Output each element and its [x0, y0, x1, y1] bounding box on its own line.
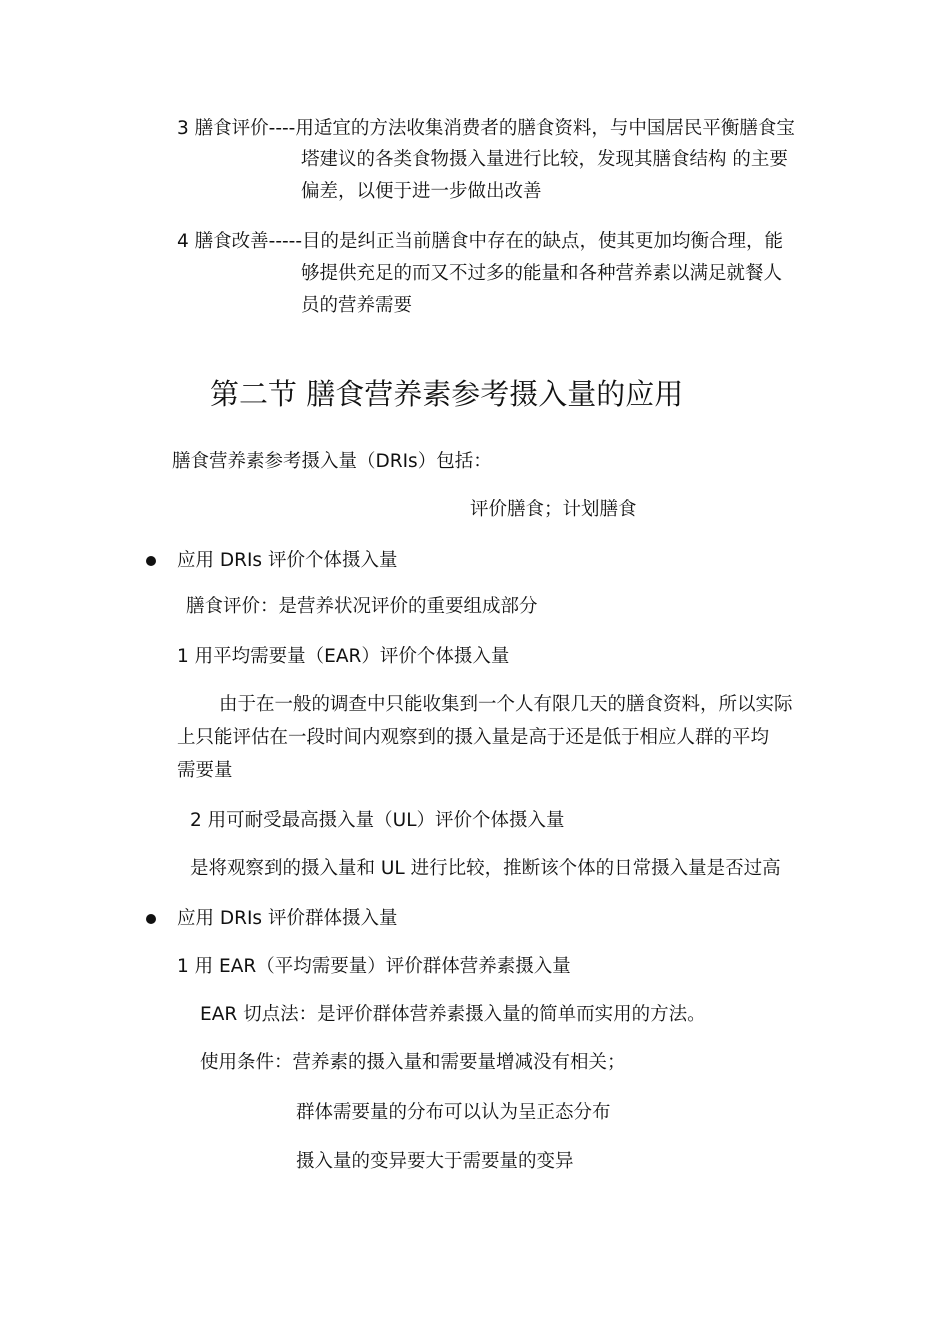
- ear-individual-text-1: 由于在一般的调查中只能收集到一个人有限几天的膳食资料，所以实际: [219, 694, 793, 715]
- bullet-icon: [146, 556, 156, 566]
- item-3-line-1: 3 膳食评价----用适宜的方法收集消费者的膳食资料，与中国居民平衡膳食宝: [177, 118, 795, 139]
- dris-intro: 膳食营养素参考摄入量（DRIs）包括：: [172, 451, 492, 472]
- ear-individual-text-2: 上只能评估在一段时间内观察到的摄入量是高于还是低于相应人群的平均: [177, 727, 770, 748]
- item-3-line-2: 塔建议的各类食物摄入量进行比较，发现其膳食结构 的主要: [301, 149, 788, 170]
- item-4-line-3: 员的营养需要: [301, 295, 413, 316]
- item-4-line-2: 够提供充足的而又不过多的能量和各种营养素以满足就餐人: [301, 263, 783, 284]
- ul-individual-heading: 2 用可耐受最高摄入量（UL）评价个体摄入量: [190, 810, 565, 831]
- ear-individual-heading: 1 用平均需要量（EAR）评价个体摄入量: [177, 646, 510, 667]
- individual-heading: 应用 DRIs 评价个体摄入量: [177, 550, 398, 571]
- dris-uses: 评价膳食；计划膳食: [470, 499, 637, 520]
- bullet-icon: [146, 914, 156, 924]
- item-4-line-1: 4 膳食改善-----目的是纠正当前膳食中存在的缺点，使其更加均衡合理，能: [177, 231, 784, 252]
- conditions-label: 使用条件：营养素的摄入量和需要量增减没有相关；: [200, 1052, 626, 1073]
- condition-2: 群体需要量的分布可以认为呈正态分布: [296, 1102, 611, 1123]
- diet-evaluation-subtitle: 膳食评价：是营养状况评价的重要组成部分: [186, 596, 538, 617]
- ear-individual-text-3: 需要量: [177, 760, 233, 781]
- condition-3: 摄入量的变异要大于需要量的变异: [296, 1151, 574, 1172]
- ear-cutpoint-text: EAR 切点法：是评价群体营养素摄入量的简单而实用的方法。: [200, 1004, 706, 1025]
- group-heading: 应用 DRIs 评价群体摄入量: [177, 908, 398, 929]
- ear-group-heading: 1 用 EAR（平均需要量）评价群体营养素摄入量: [177, 956, 571, 977]
- ul-individual-text: 是将观察到的摄入量和 UL 进行比较，推断该个体的日常摄入量是否过高: [190, 858, 781, 879]
- section-title: 第二节 膳食营养素参考摄入量的应用: [210, 377, 684, 411]
- item-3-line-3: 偏差，以便于进一步做出改善: [301, 181, 542, 202]
